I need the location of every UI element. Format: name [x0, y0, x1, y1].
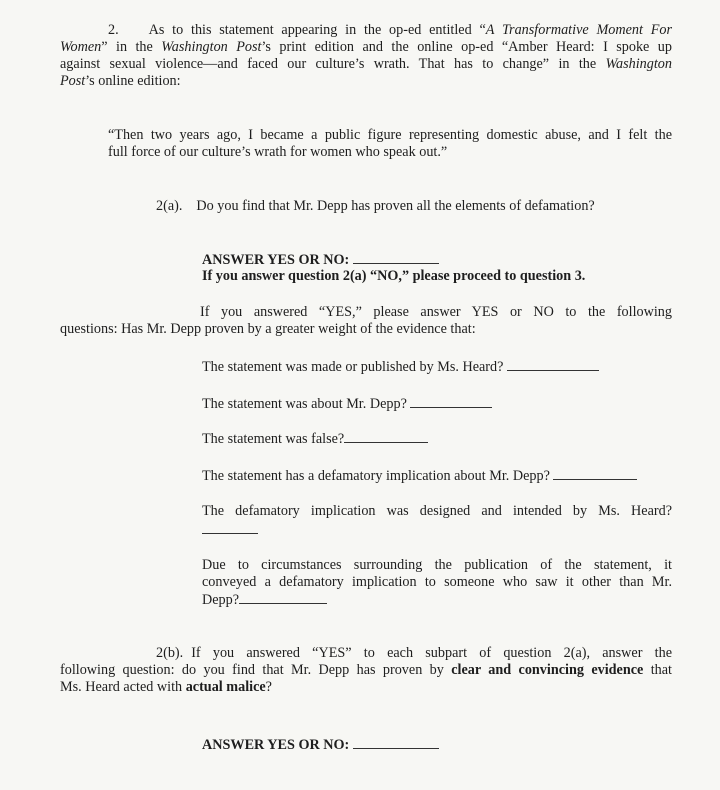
q2-number: 2. — [108, 22, 119, 38]
subitem-5-blank-line — [202, 521, 258, 539]
q2-line-1: 2. As to this statement appearing in the op-ed entitled “A Transformative Moment For — [108, 22, 672, 38]
q2b-line-2: following question: do you find that Mr. Depp has proven by clear and convincing evidence that — [60, 662, 672, 678]
subitem-circumstances-line-2: conveyed a defamatory implication to someone who saw it other than Mr. — [202, 574, 672, 590]
q2a-label: 2(a). — [156, 198, 183, 214]
q2a-answer-line — [202, 251, 439, 269]
subitem-defamatory-implication: The statement has a defamatory implication about Mr. Depp? — [202, 467, 637, 485]
subitem-3-blank[interactable] — [344, 430, 428, 443]
q2b-answer-line — [202, 736, 439, 754]
subitem-false: The statement was false? — [202, 430, 428, 448]
subitem-circumstances-line-3: Depp? — [202, 591, 327, 609]
q2a-answer-blank[interactable] — [353, 251, 439, 264]
subitem-6-blank[interactable] — [239, 591, 327, 604]
q2b-line-3: Ms. Heard acted with actual malice? — [60, 679, 272, 695]
q2b-answer-label: ANSWER YES OR NO: — [202, 737, 350, 753]
subitem-designed-intended: The defamatory implication was designed and intended by Ms. Heard? — [202, 503, 672, 519]
subitem-5-blank[interactable] — [202, 521, 258, 534]
followup-line-1: If you answered “YES,” please answer YES or NO to the following — [200, 304, 672, 320]
q2b-answer-blank[interactable] — [353, 736, 439, 749]
subitem-4-blank[interactable] — [553, 467, 637, 480]
subitem-2-blank[interactable] — [410, 395, 492, 408]
quote-line-1: “Then two years ago, I became a public figure representing domestic abuse, and I felt the — [108, 127, 672, 143]
subitem-1-blank[interactable] — [507, 358, 599, 371]
quote-line-2: full force of our culture’s wrath for women who speak out.” — [108, 144, 448, 160]
subitem-circumstances-line-1: Due to circumstances surrounding the publication of the statement, it — [202, 557, 672, 573]
subitem-made-or-published: The statement was made or published by Ms. Heard? — [202, 358, 599, 376]
q2-line-3: against sexual violence—and faced our culture’s wrath. That has to change” in the Washington — [60, 56, 672, 72]
followup-line-2: questions: Has Mr. Depp proven by a greater weight of the evidence that: — [60, 321, 476, 337]
q2a-answer-label: ANSWER YES OR NO: — [202, 252, 350, 268]
subitem-about-depp: The statement was about Mr. Depp? — [202, 395, 492, 413]
q2b-label: 2(b). — [156, 645, 184, 661]
q2a-question: 2(a). Do you find that Mr. Depp has proven all the elements of defamation? — [156, 198, 595, 214]
q2-line-4: Post’s online edition: — [60, 73, 181, 89]
q2-line-2: Women” in the Washington Post’s print edition and the online op-ed “Amber Heard: I spoke up — [60, 39, 672, 55]
q2b-line-1: 2(b). If you answered “YES” to each subpart of question 2(a), answer the — [156, 645, 672, 661]
q2a-instruction: If you answer question 2(a) “NO,” please proceed to question 3. — [202, 268, 586, 284]
